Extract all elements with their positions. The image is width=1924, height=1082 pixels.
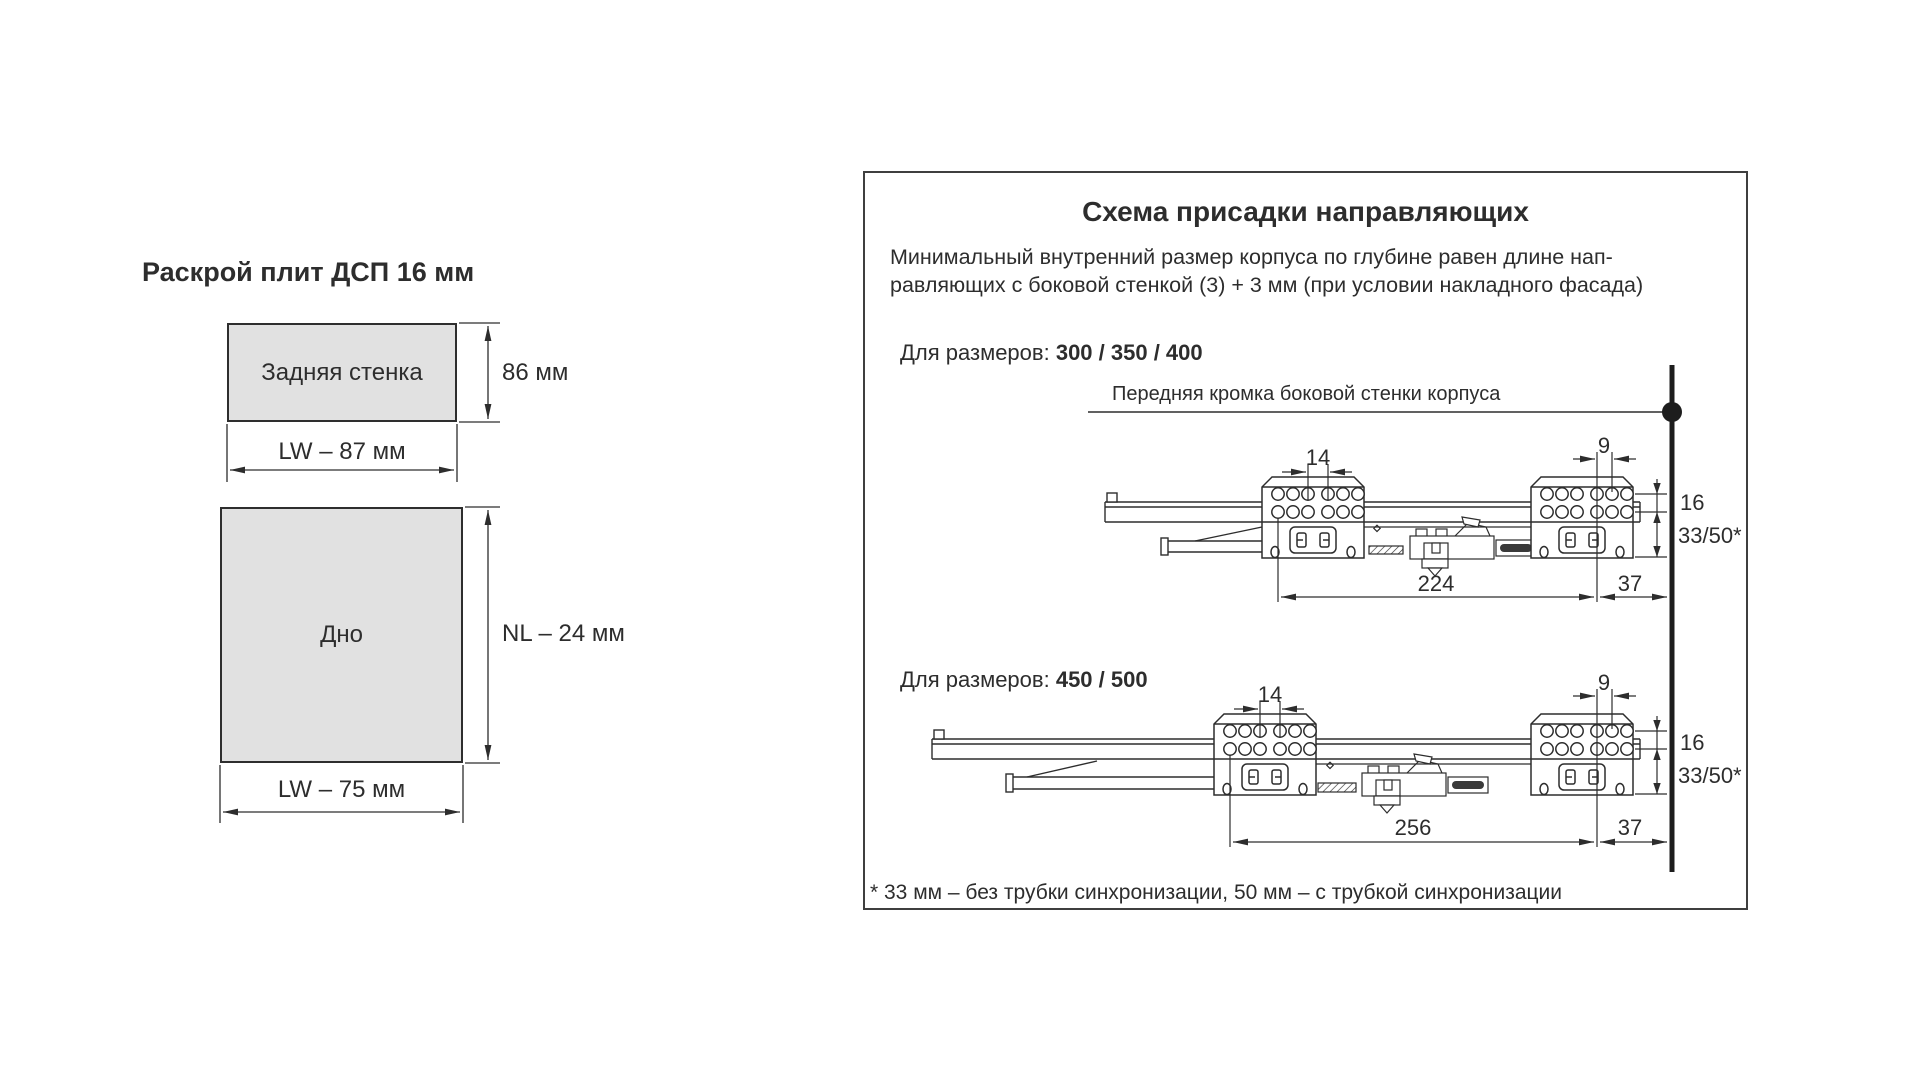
sizes-small-label: Для размеров: bbox=[900, 340, 1050, 365]
dim-9-small: 9 bbox=[1597, 433, 1611, 458]
dim-3350-small: 33/50* bbox=[1678, 523, 1742, 548]
sizes-large-heading bbox=[900, 667, 1148, 692]
front-bracket-small bbox=[1531, 477, 1633, 558]
dim-256: 256 bbox=[1394, 815, 1432, 840]
slide-mechanism-large bbox=[1316, 754, 1531, 813]
sizes-small-values: 300 / 350 / 400 bbox=[1055, 340, 1203, 365]
scheme-description-line2: равляющих с боковой стенкой (3) + 3 мм (при условии накладного фасада) bbox=[890, 273, 1644, 297]
sizes-large-values: 450 / 500 bbox=[1055, 667, 1148, 692]
bottom-panel-label: Дно bbox=[320, 621, 363, 648]
front-bracket-large bbox=[1531, 714, 1633, 795]
front-edge-label: Передняя кромка боковой стенки корпуса bbox=[1112, 383, 1501, 405]
rear-bracket-large bbox=[1214, 714, 1316, 795]
edge-marker-dot bbox=[1662, 402, 1682, 422]
back-panel-height-dim: 86 мм bbox=[502, 359, 569, 386]
dim-37-small: 37 bbox=[1617, 571, 1643, 596]
bottom-panel-height-dim: NL – 24 мм bbox=[502, 620, 625, 647]
dim-224: 224 bbox=[1417, 571, 1455, 596]
dim-14-large: 14 bbox=[1257, 682, 1283, 707]
sizes-large-label: Для размеров: bbox=[900, 667, 1050, 692]
bottom-panel-width-dim: LW – 75 мм bbox=[277, 776, 406, 803]
dim-16-large: 16 bbox=[1680, 730, 1705, 755]
slide-drawing-small-sizes bbox=[1105, 452, 1667, 602]
dim-37-large: 37 bbox=[1617, 815, 1643, 840]
scheme-description-line1: Минимальный внутренний размер корпуса по глубине равен длине нап- bbox=[890, 245, 1613, 269]
bottom-panel-dims bbox=[220, 507, 500, 823]
slide-mechanism-small bbox=[1364, 517, 1536, 576]
back-panel-width-dim: LW – 87 мм bbox=[278, 438, 406, 465]
scheme-title: Схема присадки направляющих bbox=[1082, 196, 1529, 227]
cutting-title: Раскрой плит ДСП 16 мм bbox=[142, 257, 475, 287]
dim-16-small: 16 bbox=[1680, 490, 1705, 515]
rear-bracket-small bbox=[1262, 477, 1364, 558]
dim-9-large: 9 bbox=[1597, 670, 1611, 695]
footnote: * 33 мм – без трубки синхронизации, 50 мм – с трубкой синхронизации bbox=[870, 881, 1563, 904]
dim-3350-large: 33/50* bbox=[1678, 763, 1742, 788]
sizes-small-heading bbox=[900, 340, 1203, 365]
dim-14-small: 14 bbox=[1305, 445, 1331, 470]
back-panel-dims bbox=[227, 323, 500, 482]
back-panel-label: Задняя стенка bbox=[261, 358, 423, 386]
slide-drawing-large-sizes bbox=[932, 689, 1667, 847]
